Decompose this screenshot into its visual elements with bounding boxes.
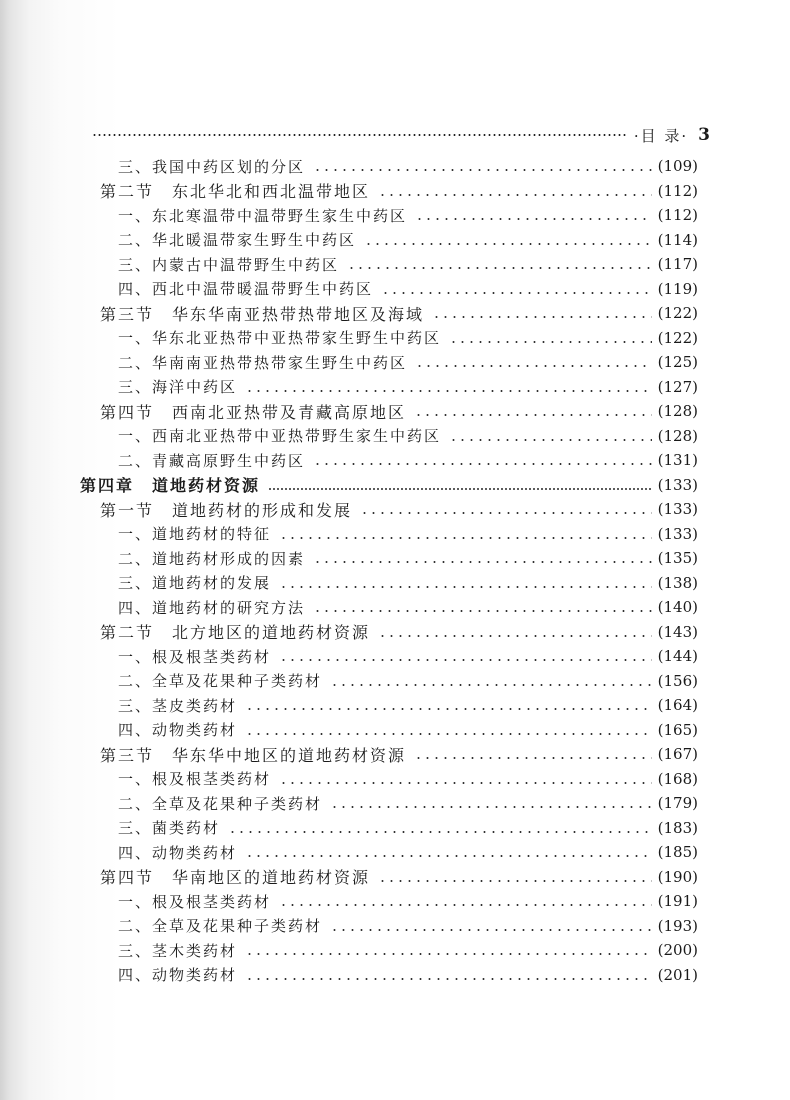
toc-item-entry [118, 816, 698, 840]
toc-entry-title: 三、内蒙古中温带野生中药区 [118, 255, 340, 274]
toc-entry-title: 三、道地药材的发展 [118, 574, 272, 592]
toc-dot-leader [245, 953, 652, 955]
toc-item-entry [118, 350, 698, 374]
toc-item-entry [118, 203, 698, 227]
toc-entry-title: 二、道地药材形成的因素 [118, 549, 306, 568]
toc-dot-leader [330, 929, 652, 931]
toc-entry-title: 四、动物类药材 [118, 843, 238, 862]
toc-page-number: (168) [657, 769, 698, 788]
toc-page-number: (140) [657, 598, 698, 616]
toc-dot-leader [414, 757, 652, 759]
toc-page-number: (128) [657, 426, 698, 445]
toc-entry-title: 二、华南南亚热带热带家生野生中药区 [118, 353, 408, 372]
toc-page-number: (167) [657, 745, 698, 763]
toc-item-entry [118, 963, 698, 987]
toc-entry-title: 一、西南北亚热带中亚热带野生家生中药区 [118, 427, 442, 445]
toc-page-number: (133) [657, 524, 698, 543]
toc-chapter-entry [80, 473, 698, 497]
toc-entry-title: 第四节 华南地区的道地药材资源 [100, 868, 371, 887]
toc-page-number: (125) [657, 353, 698, 371]
toc-page-number: (112) [657, 181, 698, 200]
toc-item-entry [118, 277, 698, 301]
toc-page-number: (179) [657, 794, 698, 812]
toc-item-entry [118, 154, 698, 178]
toc-item-entry [118, 693, 698, 717]
toc-entry-title: 四、动物类药材 [118, 721, 238, 739]
toc-dot-leader [432, 316, 652, 318]
toc-item-entry [118, 448, 698, 472]
toc-page-number: (122) [657, 304, 698, 322]
page-number: 3 [698, 125, 710, 145]
toc-entry-title: 第二节 东北华北和西北温带地区 [100, 182, 371, 201]
toc-item-entry [118, 546, 698, 570]
toc-page-number: (190) [657, 867, 698, 886]
header-title: ·目 录· [633, 126, 689, 145]
toc-section-entry [100, 865, 698, 889]
toc-page-number: (114) [657, 230, 698, 249]
toc-dot-leader [313, 561, 652, 563]
toc-entry-title: 第二节 北方地区的道地药材资源 [100, 623, 371, 642]
toc-entry-title: 三、茎皮类药材 [118, 696, 238, 715]
toc-item-entry [118, 718, 698, 742]
toc-page-number: (164) [657, 696, 698, 714]
toc-page-number: (133) [657, 500, 698, 518]
toc-dot-leader [414, 414, 652, 416]
toc-page-number: (133) [657, 475, 698, 494]
toc-page-number: (183) [657, 818, 698, 837]
toc-dot-leader [313, 169, 652, 171]
toc-section-entry [100, 399, 698, 423]
toc-entry-title: 第四章 道地药材资源 [80, 476, 261, 495]
toc-dot-leader [378, 880, 652, 882]
toc-page-number: (112) [657, 206, 698, 224]
toc-dot-leader [449, 341, 652, 343]
toc-entry-title: 第三节 华东华南亚热带热带地区及海域 [100, 304, 425, 324]
toc-dot-leader [279, 537, 652, 539]
toc-dot-leader [245, 708, 652, 710]
toc-entry-title: 一、根及根茎类药材 [118, 892, 272, 911]
toc-entry-title: 三、菌类药材 [118, 819, 221, 837]
toc-item-entry [118, 571, 698, 595]
toc-dot-leader [360, 512, 652, 514]
toc-page-number: (109) [657, 157, 698, 175]
toc-item-entry [118, 424, 698, 448]
toc-dot-leader [245, 733, 652, 735]
toc-entry-title: 二、青藏高原野生中药区 [118, 451, 306, 470]
toc-item-entry [118, 326, 698, 350]
toc-entry-title: 三、海洋中药区 [118, 378, 238, 396]
toc-dot-leader [279, 586, 652, 588]
toc-section-entry [100, 497, 698, 521]
toc-page-number: (200) [657, 941, 698, 959]
toc-dot-leader [228, 831, 652, 833]
toc-entry-title: 三、我国中药区划的分区 [118, 157, 306, 176]
toc-entry-title: 一、根及根茎类药材 [118, 647, 272, 666]
toc-entry-title: 四、动物类药材 [118, 966, 238, 984]
toc-dot-leader [268, 488, 652, 490]
toc-entry-title: 三、茎木类药材 [118, 941, 238, 960]
toc-page-number: (191) [657, 892, 698, 910]
toc-dot-leader [245, 855, 652, 857]
toc-section-entry [100, 179, 698, 203]
toc-item-entry [118, 595, 698, 619]
toc-item-entry [118, 228, 698, 252]
toc-page-number: (143) [657, 622, 698, 641]
toc-dot-leader [330, 684, 652, 686]
toc-dot-leader [378, 194, 652, 196]
toc-page-number: (131) [657, 451, 698, 469]
running-header [92, 124, 710, 146]
toc-page-number: (156) [657, 671, 698, 690]
toc-section-entry [100, 620, 698, 644]
toc-dot-leader [364, 243, 652, 245]
toc-page-number: (144) [657, 647, 698, 665]
toc-item-entry [118, 644, 698, 668]
toc-page-number: (127) [657, 377, 698, 396]
toc-page-number: (135) [657, 549, 698, 567]
toc-item-entry [118, 522, 698, 546]
toc-entry-title: 一、东北寒温带中温带野生家生中药区 [118, 206, 408, 225]
toc-dot-leader [415, 365, 652, 367]
toc-dot-leader [279, 904, 652, 906]
toc-page-number: (193) [657, 916, 698, 935]
toc-entry-title: 二、全草及花果种子类药材 [118, 794, 323, 813]
toc-dot-leader [279, 782, 652, 784]
toc-page-number: (201) [657, 965, 698, 984]
toc-item-entry [118, 767, 698, 791]
toc-dot-leader [381, 292, 652, 294]
header-dot-leader [92, 134, 626, 136]
toc-dot-leader [347, 267, 652, 269]
toc-entry-title: 一、华东北亚热带中亚热带家生野生中药区 [118, 329, 442, 347]
toc-entry-title: 二、全草及花果种子类药材 [118, 672, 323, 690]
toc-entry-title: 第一节 道地药材的形成和发展 [100, 500, 353, 520]
toc-page-number: (128) [657, 402, 698, 420]
toc-page-number: (122) [657, 328, 698, 347]
toc-item-entry [118, 840, 698, 864]
toc-dot-leader [245, 390, 652, 392]
toc-dot-leader [279, 659, 652, 661]
toc-item-entry [118, 669, 698, 693]
toc-section-entry [100, 742, 698, 766]
toc-item-entry [118, 938, 698, 962]
toc-item-entry [118, 914, 698, 938]
toc-page-number: (185) [657, 843, 698, 861]
toc-dot-leader [313, 463, 652, 465]
toc-page-number: (119) [657, 279, 698, 298]
toc-dot-leader [330, 806, 652, 808]
toc-entry-title: 第三节 华东华中地区的道地药材资源 [100, 745, 407, 765]
toc-entry-title: 四、道地药材的研究方法 [118, 598, 306, 617]
toc-entry-title: 第四节 西南北亚热带及青藏高原地区 [100, 402, 407, 422]
toc-entry-title: 四、西北中温带暖温带野生中药区 [118, 280, 374, 298]
toc-page-number: (138) [657, 573, 698, 592]
toc-item-entry [118, 252, 698, 276]
toc-item-entry [118, 889, 698, 913]
toc-entry-title: 一、道地药材的特征 [118, 525, 272, 543]
toc-entry-title: 二、全草及花果种子类药材 [118, 917, 323, 935]
toc-entry-title: 一、根及根茎类药材 [118, 770, 272, 788]
toc-dot-leader [449, 439, 652, 441]
toc-dot-leader [415, 218, 652, 220]
toc-dot-leader [313, 610, 652, 612]
toc-entry-title: 二、华北暖温带家生野生中药区 [118, 231, 357, 249]
toc-page-number: (165) [657, 720, 698, 739]
toc-dot-leader [378, 635, 652, 637]
toc-item-entry [118, 375, 698, 399]
toc-item-entry [118, 791, 698, 815]
toc-section-entry [100, 301, 698, 325]
toc-page-number: (117) [657, 255, 698, 273]
toc-dot-leader [245, 978, 652, 980]
